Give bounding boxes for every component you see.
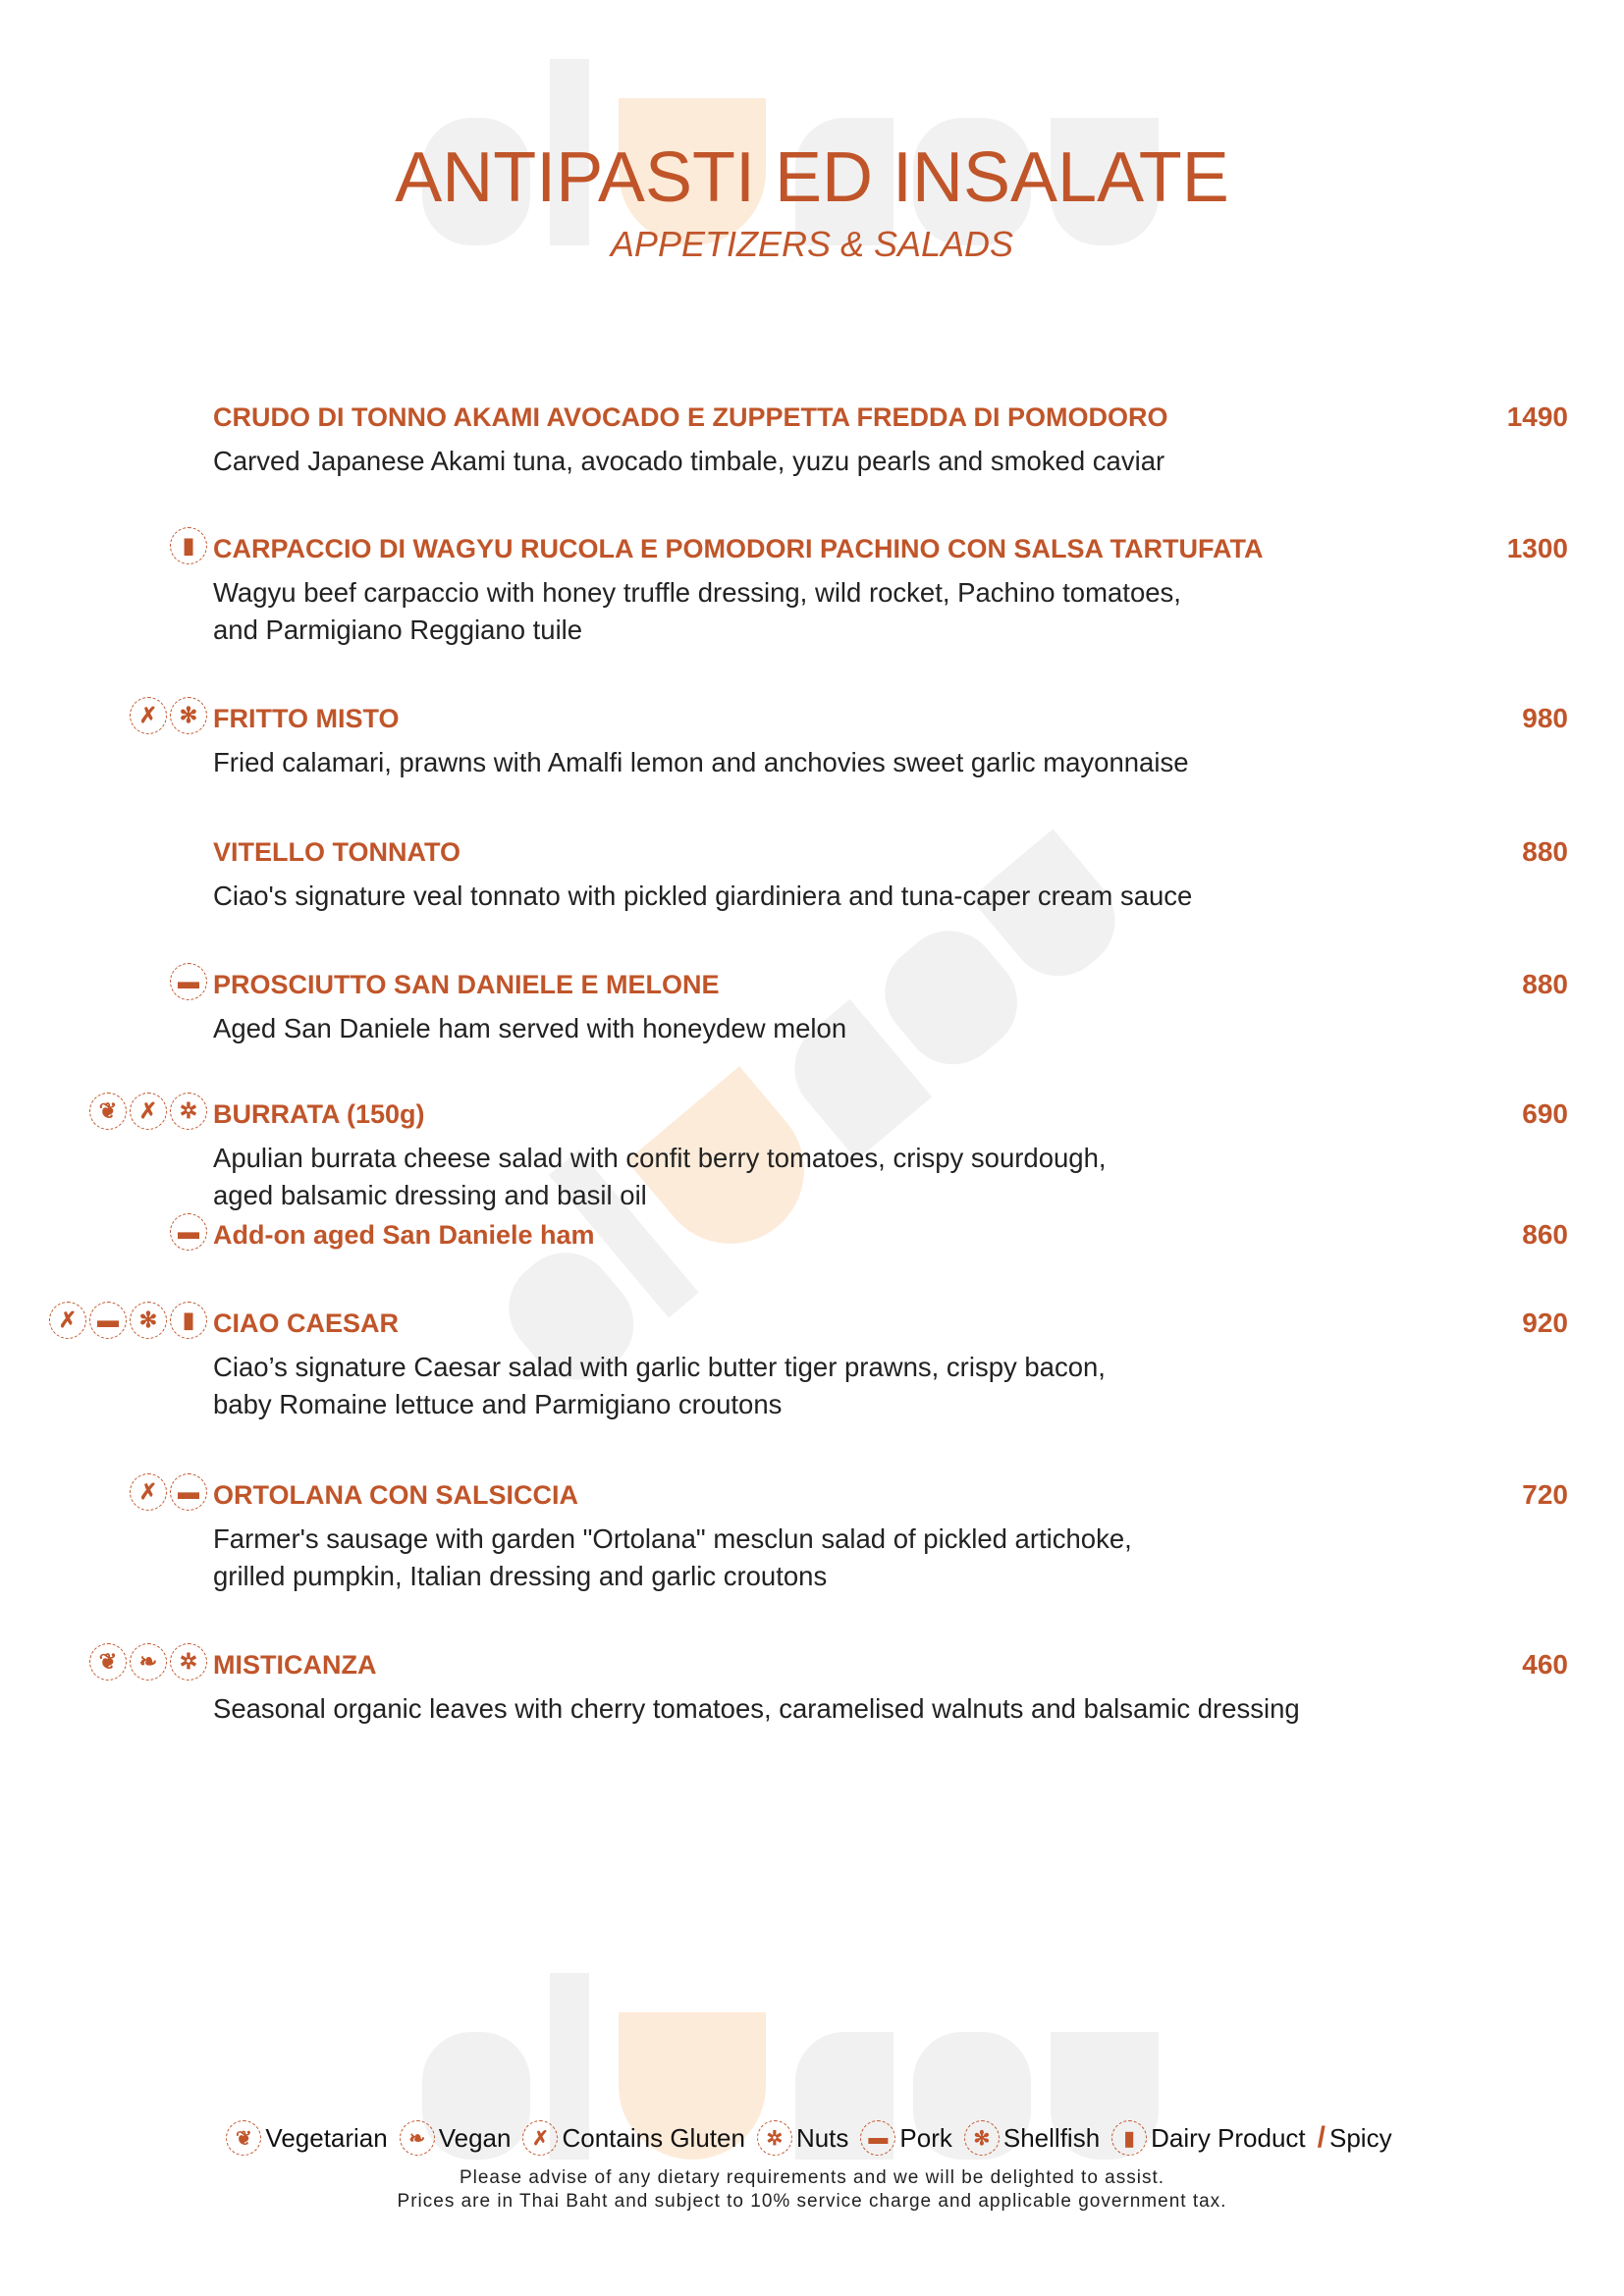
addon-item — [178, 1217, 1568, 1253]
item-name: VITELLO TONNATO — [213, 837, 461, 867]
menu-item — [98, 1647, 1568, 1728]
dietary-note: Please advise of any dietary requirements and we will be delighted to assist. — [459, 2167, 1165, 2188]
legend-item-gluten — [522, 2120, 744, 2156]
allergen-icons — [130, 1473, 207, 1511]
spicy-icon: / — [1317, 2121, 1326, 2154]
allergen-icons — [170, 1213, 207, 1251]
legend-label: Contains Gluten — [562, 2122, 745, 2153]
gluten-icon: ✗ — [130, 1093, 167, 1130]
item-name: CARPACCIO DI WAGYU RUCOLA E POMODORI PACHINO CON SALSA TARTUFATA — [213, 534, 1264, 563]
item-price: 920 — [1522, 1308, 1568, 1338]
shellfish-icon: ✻ — [170, 697, 207, 734]
gluten-icon: ✗ — [130, 1473, 167, 1511]
item-price: 880 — [1522, 969, 1568, 999]
legend-label: Vegetarian — [265, 2122, 388, 2153]
menu-item — [138, 1477, 1568, 1595]
menu-item — [213, 400, 1568, 480]
allergen-icons — [89, 1093, 207, 1130]
legend-label: Shellfish — [1002, 2122, 1101, 2153]
item-name: ORTOLANA CON SALSICCIA — [213, 1480, 579, 1510]
legend-item-shellfish — [964, 2120, 1100, 2156]
item-price: 1490 — [1506, 401, 1568, 432]
item-price: 690 — [1522, 1098, 1568, 1129]
item-name: FRITTO MISTO — [213, 704, 400, 733]
page-subtitle: APPETIZERS & SALADS — [610, 224, 1014, 264]
legend-item-vegetarian — [226, 2120, 387, 2156]
pork-icon: ▬ — [170, 1213, 207, 1251]
shellfish-icon: ✻ — [964, 2120, 1000, 2156]
menu-item — [138, 701, 1568, 781]
item-description: Carved Japanese Akami tuna, avocado timbale, yuzu pearls and smoked caviar — [213, 446, 1165, 476]
gluten-icon: ✗ — [522, 2120, 558, 2156]
vegan-icon: ❧ — [130, 1643, 167, 1681]
gluten-icon: ✗ — [130, 697, 167, 734]
menu-item — [98, 1096, 1568, 1214]
nuts-icon: ✲ — [757, 2120, 792, 2156]
allergen-icons — [89, 1643, 207, 1681]
item-name: PROSCIUTTO SAN DANIELE E MELONE — [213, 970, 720, 999]
shellfish-icon: ✻ — [130, 1302, 167, 1339]
nuts-icon: ✲ — [170, 1643, 207, 1681]
vegan-icon: ❧ — [400, 2120, 435, 2156]
item-description: Farmer's sausage with garden "Ortolana" mesclun salad of pickled artichoke, grilled pumpkin, Italian dressing and garlic croutons — [213, 1523, 1132, 1591]
menu-item — [213, 834, 1568, 915]
legend-item-dairy — [1111, 2120, 1306, 2156]
legend-item-pork — [860, 2120, 951, 2156]
menu-item — [58, 1306, 1568, 1423]
item-price: 980 — [1522, 703, 1568, 733]
allergen-legend — [0, 2120, 1624, 2156]
menu-item — [182, 531, 1568, 649]
allergen-icons — [170, 963, 207, 1000]
item-name: BURRATA (150g) — [213, 1099, 425, 1129]
item-description: Wagyu beef carpaccio with honey truffle dressing, wild rocket, Pachino tomatoes, and Parmigiano Reggiano tuile — [213, 577, 1181, 645]
item-description: Ciao's signature veal tonnato with pickled giardiniera and tuna-caper cream sauce — [213, 881, 1193, 911]
item-price: 880 — [1522, 836, 1568, 867]
item-price: 460 — [1522, 1649, 1568, 1680]
pork-icon: ▬ — [89, 1302, 127, 1339]
menu-item — [178, 967, 1568, 1047]
item-description: Aged San Daniele ham served with honeydew melon — [213, 1013, 847, 1043]
nuts-icon: ✲ — [170, 1093, 207, 1130]
legend-item-spicy — [1318, 2121, 1392, 2155]
item-name: MISTICANZA — [213, 1650, 377, 1680]
allergen-icons — [49, 1302, 207, 1339]
pork-icon: ▬ — [860, 2120, 895, 2156]
price-note: Prices are in Thai Baht and subject to 10% service charge and applicable government tax. — [397, 2191, 1227, 2212]
vegetarian-icon: ❦ — [89, 1093, 127, 1130]
legend-label: Dairy Product — [1151, 2122, 1306, 2153]
addon-name: Add-on aged San Daniele ham — [213, 1220, 595, 1250]
item-price: 720 — [1522, 1479, 1568, 1510]
item-description: Fried calamari, prawns with Amalfi lemon and anchovies sweet garlic mayonnaise — [213, 747, 1189, 777]
dairy-icon: ▮ — [1111, 2120, 1147, 2156]
allergen-icons — [170, 527, 207, 564]
page-title: ANTIPASTI ED INSALATE — [395, 138, 1229, 217]
legend-label: Spicy — [1329, 2122, 1392, 2153]
vegetarian-icon: ❦ — [226, 2120, 261, 2156]
legend-item-vegan — [400, 2120, 512, 2156]
legend-label: Pork — [899, 2122, 952, 2153]
legend-item-nuts — [757, 2120, 848, 2156]
item-description: Apulian burrata cheese salad with confit berry tomatoes, crispy sourdough, aged balsamic dressing and basil oil — [213, 1143, 1107, 1210]
gluten-icon: ✗ — [49, 1302, 86, 1339]
addon-price: 860 — [1522, 1219, 1568, 1250]
item-name: CIAO CAESAR — [213, 1308, 400, 1338]
item-description: Ciao’s signature Caesar salad with garlic butter tiger prawns, crispy bacon, baby Romaine lettuce and Parmigiano croutons — [213, 1352, 1106, 1419]
pork-icon: ▬ — [170, 963, 207, 1000]
item-description: Seasonal organic leaves with cherry tomatoes, caramelised walnuts and balsamic dressing — [213, 1693, 1300, 1724]
item-name: CRUDO DI TONNO AKAMI AVOCADO E ZUPPETTA FREDDA DI POMODORO — [213, 402, 1168, 432]
allergen-icons — [130, 697, 207, 734]
dairy-icon: ▮ — [170, 527, 207, 564]
item-price: 1300 — [1506, 533, 1568, 563]
pork-icon: ▬ — [170, 1473, 207, 1511]
dairy-icon: ▮ — [170, 1302, 207, 1339]
legend-label: Vegan — [438, 2122, 512, 2153]
legend-label: Nuts — [795, 2122, 849, 2153]
vegetarian-icon: ❦ — [89, 1643, 127, 1681]
